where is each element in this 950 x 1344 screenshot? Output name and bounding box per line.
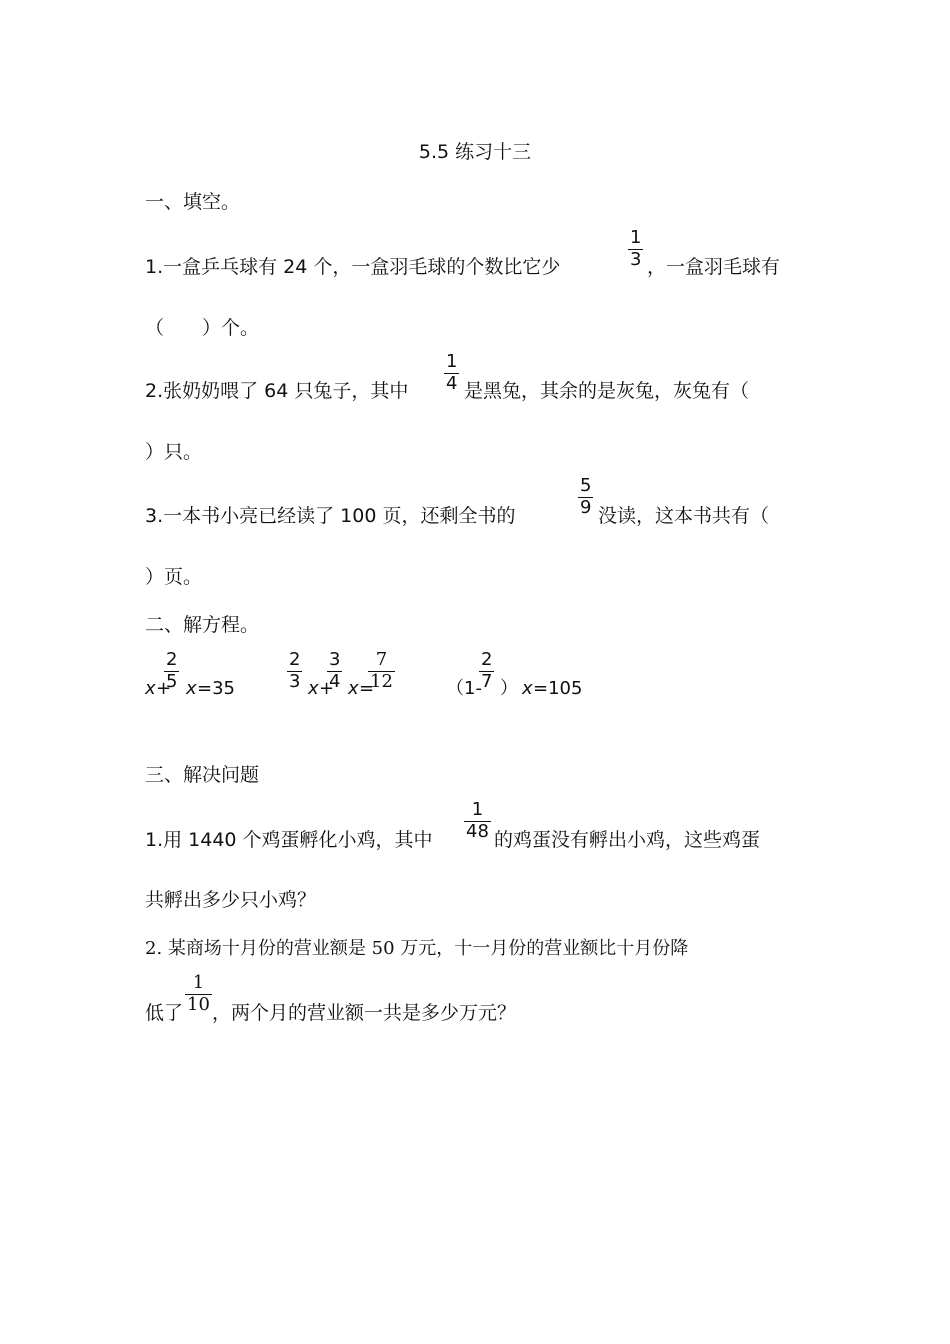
eq2-a-denominator: 3 [289, 671, 301, 692]
q3-text-before: 3.一本书小亮已经读了 100 页，还剩全书的 [145, 505, 516, 527]
eq3-fraction [479, 650, 494, 692]
s3-q2-fraction [185, 973, 212, 1015]
eq2-fraction-c [368, 650, 395, 692]
q3-fraction [578, 476, 593, 518]
page-title: 5.5 练习十三 [418, 141, 532, 163]
eq3-close: ） [500, 678, 518, 699]
s3-q1-text-before: 1.用 1440 个鸡蛋孵化小鸡，其中 [145, 829, 433, 851]
q3-answer-line: ）页。 [145, 566, 203, 588]
q3-frac-numerator: 5 [580, 475, 592, 496]
eq1-rhs: =35 [197, 678, 235, 699]
q1-text-before: 1.一盒乒乓球有 24 个，一盒羽毛球的个数比它少 [145, 256, 561, 278]
s3-q1-line2: 共孵出多少只小鸡？ [145, 889, 317, 911]
q1-text-after: ，一盒羽毛球有 [647, 256, 781, 278]
q1-frac-numerator: 1 [630, 227, 642, 248]
q2-answer-line: ）只。 [145, 441, 203, 463]
eq2-fraction-b [327, 650, 342, 692]
eq3-frac-numerator: 2 [481, 649, 493, 670]
s3-q1-fraction [464, 800, 491, 842]
eq2-x2: x [348, 678, 359, 699]
s3-q2-frac-denominator: 10 [187, 994, 210, 1015]
s3-q2-text-before: 低了 [145, 1002, 184, 1024]
q3-text-after: 没读，这本书共有（ [598, 505, 770, 527]
s3-q1-text-after: 的鸡蛋没有孵出小鸡，这些鸡蛋 [494, 829, 761, 851]
q3-frac-denominator: 9 [580, 497, 592, 518]
s3-q2-line1: 2. 某商场十月份的营业额是 50 万元，十一月份的营业额比十月份降 [145, 938, 689, 959]
eq2-fraction-a [287, 650, 302, 692]
section2-heading: 二、解方程。 [145, 614, 260, 636]
s3-q2-frac-numerator: 1 [192, 972, 205, 993]
eq2-x1: x [308, 678, 319, 699]
eq1-fraction [164, 650, 179, 692]
section3-heading: 三、解决问题 [145, 764, 260, 786]
eq1-frac-numerator: 2 [166, 649, 178, 670]
eq3-x: x [522, 678, 533, 699]
eq2-c-denominator: 12 [370, 671, 393, 692]
eq2-c-numerator: 7 [375, 649, 388, 670]
q2-fraction [444, 352, 459, 394]
eq1-x1: x [145, 678, 156, 699]
eq2-b-numerator: 3 [329, 649, 341, 670]
q1-frac-denominator: 3 [630, 249, 642, 270]
q1-fraction [628, 228, 643, 270]
eq2-a-numerator: 2 [289, 649, 301, 670]
eq3-open: （1- [446, 678, 482, 699]
section1-heading: 一、填空。 [145, 191, 241, 213]
q2-text-after: 是黑兔，其余的是灰兔，灰兔有（ [464, 380, 750, 402]
eq3-frac-denominator: 7 [481, 671, 493, 692]
eq2-b-denominator: 4 [329, 671, 341, 692]
s3-q1-frac-numerator: 1 [471, 799, 484, 820]
eq1-x2: x [186, 678, 197, 699]
eq2-equals: = [359, 678, 375, 699]
q2-text-before: 2.张奶奶喂了 64 只兔子，其中 [145, 380, 409, 402]
s3-q1-frac-denominator: 48 [466, 821, 489, 842]
eq2-plus: + [319, 678, 335, 699]
eq1-frac-denominator: 5 [166, 671, 178, 692]
eq3-rhs: =105 [533, 678, 583, 699]
q1-answer-line: （ ）个。 [145, 317, 260, 339]
q2-frac-numerator: 1 [446, 351, 458, 372]
eq1-plus: + [156, 678, 172, 699]
s3-q2-text-after: ，两个月的营业额一共是多少万元？ [212, 1002, 517, 1024]
q2-frac-denominator: 4 [446, 373, 458, 394]
